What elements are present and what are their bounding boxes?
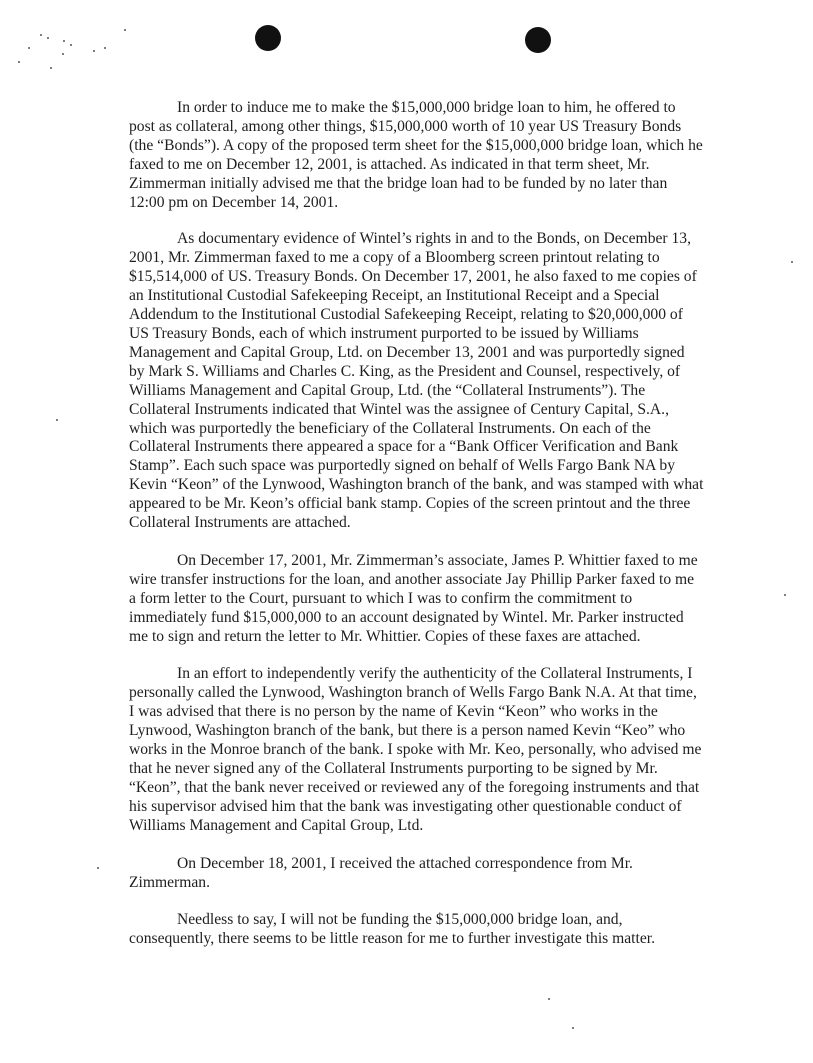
scan-speck [97, 867, 99, 869]
scan-speck [47, 37, 49, 39]
punch-hole-left [255, 25, 281, 51]
scan-speck [124, 29, 126, 31]
scan-speck [28, 47, 30, 49]
scan-speck [572, 1027, 574, 1029]
paragraph-verification: In an effort to independently verify the authenticity of the Collateral Instruments, I personally called the Lynwood, Washington branch of Wells Fargo Bank N.A. At that time, I was advised that there is no person by the name of Kevin “Keon” who works in the Lynwood, Washington branch of the bank, but there is a person named Kevin “Keo” who works in the Monroe branch of the bank. I spoke with Mr. Keo, personally, who advised me that he never signed any of the Collateral Instruments purporting to be signed by Mr. “Keon”, that the bank never received or reviewed any of the foregoing instruments and that his supervisor advised him that the bank was investigating other questionable conduct of Williams Management and Capital Group, Ltd. [129, 665, 702, 834]
scan-speck [70, 44, 72, 46]
scan-speck [40, 34, 42, 36]
scan-speck [791, 261, 793, 263]
scan-speck [18, 61, 20, 63]
paragraph-correspondence: On December 18, 2001, I received the attached correspondence from Mr. Zimmerman. [129, 854, 633, 891]
paragraph-conclusion: Needless to say, I will not be funding the $15,000,000 bridge loan, and, consequently, there seems to be little reason for me to further investigate this matter. [129, 911, 655, 948]
scan-speck [50, 67, 52, 69]
paragraph-wire-transfer: On December 17, 2001, Mr. Zimmerman’s associate, James P. Whittier faxed to me wire transfer instructions for the loan, and another associate Jay Phillip Parker faxed to me a form letter to the Court, pursuant to which I was to confirm the commitment to immediately fund $15,000,000 to an account designated by Wintel. Mr. Parker instructed me to sign and return the letter to Mr. Whittier. Copies of these faxes are attached. [129, 551, 698, 645]
scan-speck [62, 53, 64, 55]
scan-speck [548, 998, 550, 1000]
paragraph-bridge-loan-collateral: In order to induce me to make the $15,000,000 bridge loan to him, he offered to post as collateral, among other things, $15,000,000 worth of 10 year US Treasury Bonds (the “Bonds”). A copy of the proposed term sheet for the $15,000,000 bridge loan, which he faxed to me on December 12, 2001, is attached. As indicated in that term sheet, Mr. Zimmerman initially advised me that the bridge loan had to be funded by no later than 12:00 pm on December 14, 2001. [129, 99, 703, 211]
paragraph-collateral-instruments: As documentary evidence of Wintel’s rights in and to the Bonds, on December 13, 2001, Mr. Zimmerman faxed to me a copy of a Bloomberg screen printout relating to $15,514,000 of US. Treasury Bonds. On December 17, 2001, he also faxed to me copies of an Institutional Custodial Safekeeping Receipt, an Institutional Receipt and a Special Addendum to the Institutional Custodial Safekeeping Receipt, relating to $20,000,000 of US Treasury Bonds, each of which instrument purported to be issued by Williams Management and Capital Group, Ltd. on December 13, 2001 and was purportedly signed by Mark S. Williams and Charles C. King, as the President and Counsel, respectively, of Williams Management and Capital Group, Ltd. (the “Collateral Instruments”). The Collateral Instruments indicated that Wintel was the assignee of Century Capital, S.A., which was purportedly the beneficiary of the Collateral Instruments. On each of the Collateral Instruments there appeared a space for a “Bank Officer Verification and Bank Stamp”. Each such space was purportedly signed on behalf of Wells Fargo Bank NA by Kevin “Keon” of the Lynwood, Washington branch of the bank, and was stamped with what appeared to be Mr. Keon’s official bank stamp. Copies of the screen printout and the three Collateral Instruments are attached. [129, 230, 704, 532]
document-body [129, 99, 704, 949]
punch-hole-right [525, 27, 551, 53]
scan-speck [104, 47, 106, 49]
scan-speck [784, 594, 786, 596]
scan-speck [56, 419, 58, 421]
scan-speck [93, 50, 95, 52]
scan-speck [63, 40, 65, 42]
